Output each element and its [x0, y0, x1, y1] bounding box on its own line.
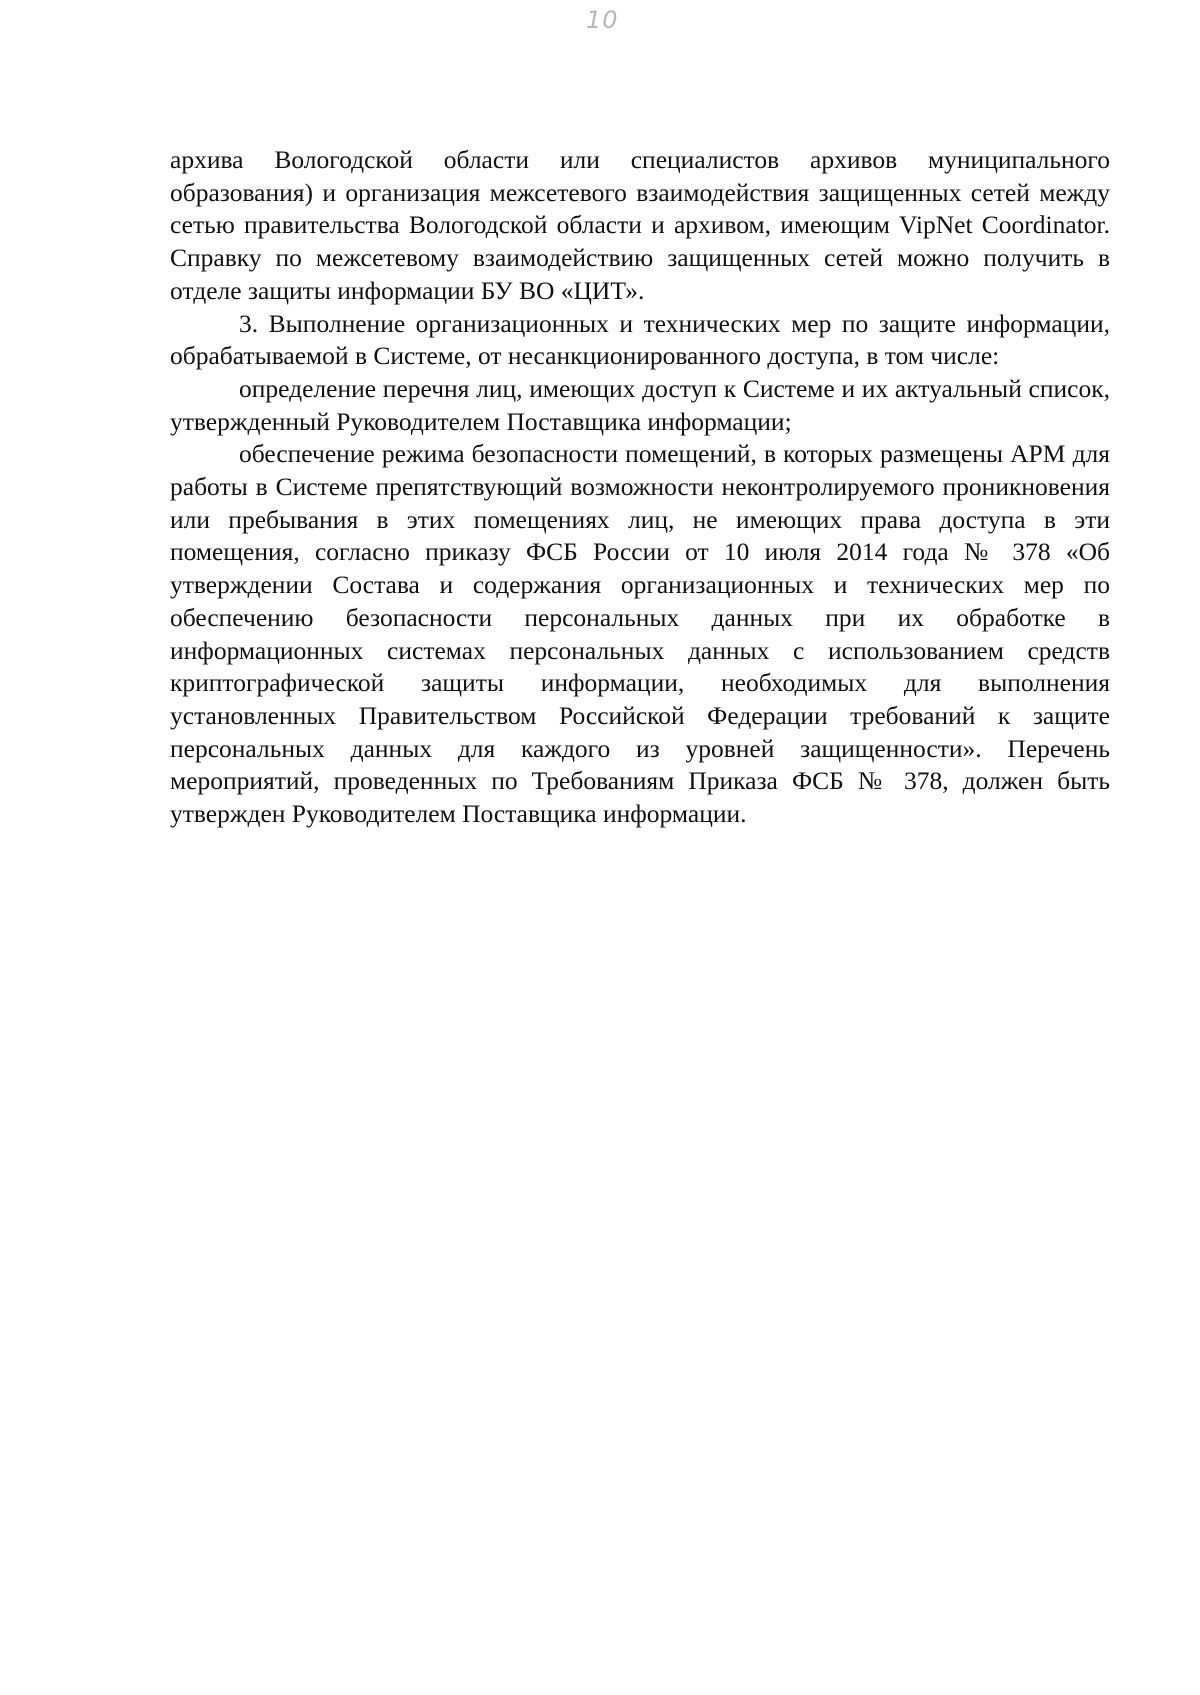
paragraph-archive-continuation: архива Вологодской области или специалистов архивов муниципального образования) и организация межсетевого взаимодействия защищенных сетей между сетью правительства Вологодской области и архивом, имеющим VipNet Coordinator. Справку по межсетевому взаимодействию защищенных сетей можно получить в отделе защиты информации БУ ВО «ЦИТ».: [170, 145, 1110, 305]
document-body: [170, 144, 1110, 831]
page-number: 10: [586, 6, 619, 34]
paragraph-item-3: 3. Выполнение организационных и технических мер по защите информации, обрабатываемой в Системе, от несанкционированного доступа, в том числе:: [170, 308, 1110, 371]
paragraph-access-list: определение перечня лиц, имеющих доступ к Системе и их актуальный список, утвержденный Руководителем Поставщика информации;: [170, 373, 1110, 436]
paragraph-premises-security: обеспечение режима безопасности помещений, в которых размещены АРМ для работы в Системе препятствующий возможности неконтролируемого проникновения или пребывания в этих помещениях лиц, не имеющих права доступа в эти помещения, согласно приказу ФСБ России от 10 июля 2014 года № 378 «Об утверждении Состава и содержания организационных и технических мер по обеспечению безопасности персональных данных при их обработке в информационных системах персональных данных с использованием средств криптографической защиты информации, необходимых для выполнения установленных Правительством Российской Федерации требований к защите персональных данных для каждого из уровней защищенности». Перечень мероприятий, проведенных по Требованиям Приказа ФСБ № 378, должен быть утвержден Руководителем Поставщика информации.: [170, 439, 1110, 829]
